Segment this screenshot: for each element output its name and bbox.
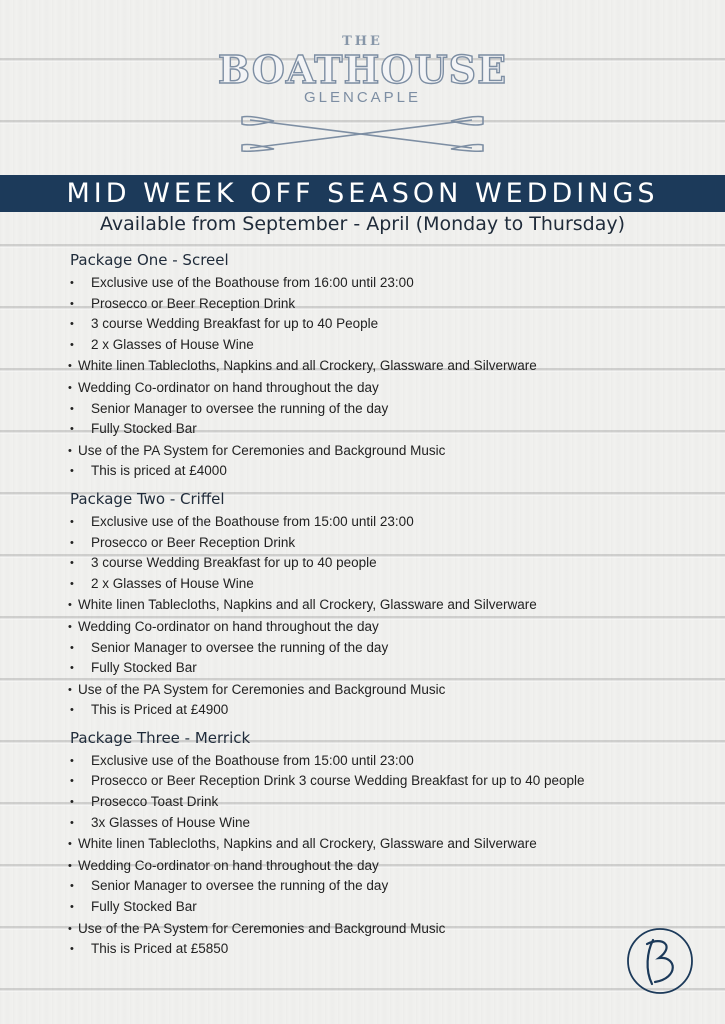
list-item: • 2 x Glasses of House Wine: [68, 574, 628, 595]
logo-sub-text: GLENCAPLE: [303, 89, 422, 106]
list-item: • Wedding Co-ordinator on hand throughout the day: [68, 617, 628, 638]
price-item: • This is Priced at £4900: [68, 700, 628, 721]
list-item: • Fully Stocked Bar: [68, 658, 628, 679]
list-item: • Exclusive use of the Boathouse from 15:00 until 23:00: [68, 751, 628, 772]
list-item: • Prosecco or Beer Reception Drink: [68, 294, 628, 315]
page-title-banner: [0, 175, 725, 212]
package-three: [68, 728, 628, 960]
b-monogram-icon: [625, 926, 695, 996]
price-item: • This is priced at £4000: [68, 461, 628, 482]
price-item: • This is Priced at £5850: [68, 939, 628, 960]
list-item: • Senior Manager to oversee the running of the day: [68, 638, 628, 659]
list-item: • 2 x Glasses of House Wine: [68, 335, 628, 356]
list-item: • Exclusive use of the Boathouse from 15:00 until 23:00: [68, 512, 628, 533]
list-item: • Wedding Co-ordinator on hand throughout the day: [68, 378, 628, 399]
availability-subtitle: Available from September - April (Monday to Thursday): [99, 213, 626, 235]
packages-list: [68, 250, 628, 967]
list-item: • Senior Manager to oversee the running of the day: [68, 876, 628, 897]
list-item: • 3 course Wedding Breakfast for up to 40 People: [68, 314, 628, 335]
package-title: Package Two - Criffel: [70, 489, 225, 508]
list-item: • Senior Manager to oversee the running of the day: [68, 399, 628, 420]
list-item: • Fully Stocked Bar: [68, 419, 628, 440]
list-item: • Fully Stocked Bar: [68, 897, 628, 918]
list-item: • Wedding Co-ordinator on hand throughout the day: [68, 856, 628, 877]
list-item: • Exclusive use of the Boathouse from 16:00 until 23:00: [68, 273, 628, 294]
list-item: • White linen Tablecloths, Napkins and all Crockery, Glassware and Silverware: [68, 356, 628, 377]
boathouse-logo: [0, 34, 725, 106]
package-title: Package Three - Merrick: [70, 728, 251, 747]
list-item: • 3x Glasses of House Wine: [68, 813, 628, 834]
list-item: • Use of the PA System for Ceremonies and Background Music: [68, 680, 628, 701]
list-item: • Use of the PA System for Ceremonies and Background Music: [68, 919, 628, 940]
list-item: • Prosecco Toast Drink: [68, 792, 628, 813]
package-title: Package One - Screel: [70, 251, 229, 269]
list-item: • Prosecco or Beer Reception Drink: [68, 533, 628, 554]
package-one: [68, 250, 628, 482]
list-item: • Prosecco or Beer Reception Drink 3 course Wedding Breakfast for up to 40 people: [68, 771, 601, 792]
list-item: • White linen Tablecloths, Napkins and all Crockery, Glassware and Silverware: [68, 595, 628, 616]
page-title: MID WEEK OFF SEASON WEDDINGS: [66, 178, 659, 209]
list-item: • 3 course Wedding Breakfast for up to 40 people: [68, 553, 628, 574]
crossed-oars-icon: [240, 112, 485, 152]
logo-the-text: THE: [342, 34, 383, 49]
list-item: • White linen Tablecloths, Napkins and all Crockery, Glassware and Silverware: [68, 834, 628, 855]
package-two: [68, 489, 628, 721]
list-item: • Use of the PA System for Ceremonies and Background Music: [68, 441, 628, 462]
logo-main-text: BOATHOUSE: [217, 47, 508, 92]
